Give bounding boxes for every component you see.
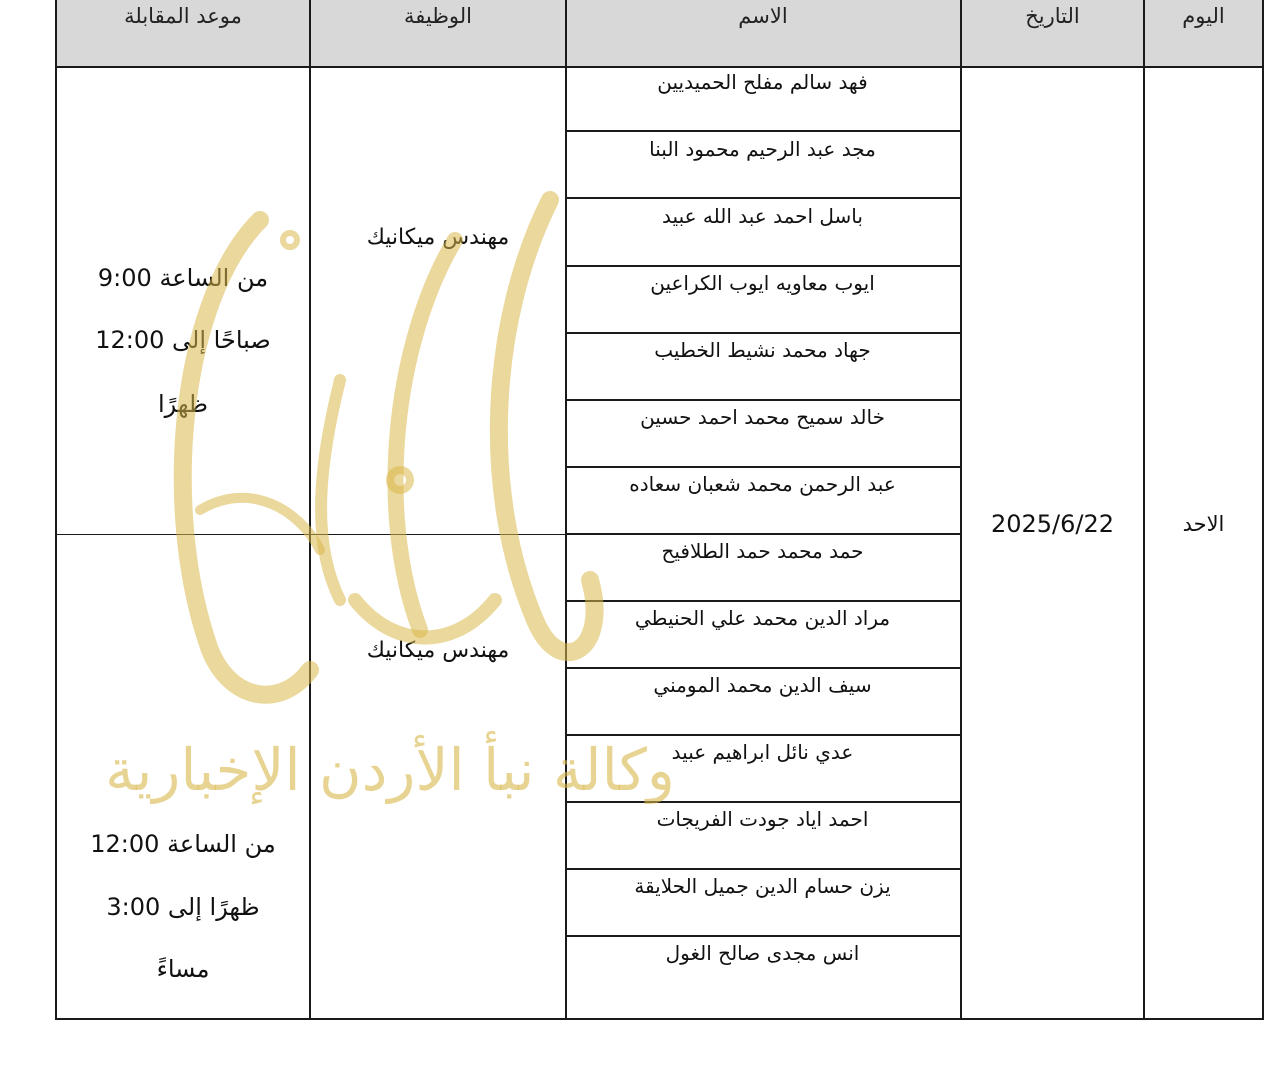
name-cell: عدي نائل ابراهيم عبيد (671, 740, 854, 764)
date-cell: 2025/6/22 (990, 510, 1115, 538)
name-cell: حمد محمد حمد الطلافيح (661, 539, 864, 563)
table-border-bottom (55, 1018, 1264, 1020)
interview-time-line: من الساعة 9:00 (97, 264, 269, 292)
interview-time-line: من الساعة 12:00 (90, 830, 276, 858)
name-cell: ايوب معاويه ايوب الكراعين (650, 271, 875, 295)
row-divider (566, 332, 961, 334)
group-divider (55, 534, 567, 535)
job-cell: مهندس ميكانيك (366, 638, 510, 663)
name-cell: يزن حسام الدين جميل الحلايقة (634, 874, 891, 898)
name-cell: فهد سالم مفلح الحميديين (657, 70, 868, 94)
interview-time-line: مساءً (156, 955, 210, 983)
interview-time-line: ظهرًا (157, 390, 209, 418)
row-divider (566, 466, 961, 468)
job-cell: مهندس ميكانيك (366, 225, 510, 250)
name-cell: احمد اياد جودت الفريجات (656, 807, 869, 831)
header-date: التاريخ (1025, 4, 1080, 28)
interview-time-line: ظهرًا إلى 3:00 (106, 893, 260, 921)
watermark-text: وكالة نبأ الأردن الإخبارية (105, 736, 675, 804)
name-cell: باسل احمد عبد الله عبيد (662, 204, 863, 228)
table-border-right (1262, 0, 1264, 1020)
name-cell: مراد الدين محمد علي الحنيطي (634, 606, 891, 630)
name-cell: سيف الدين محمد المومني (653, 673, 872, 697)
header-day: اليوم (1182, 4, 1225, 28)
name-cell: انس مجدى صالح الغول (665, 941, 860, 965)
row-divider (566, 935, 961, 937)
row-divider (566, 734, 961, 736)
day-cell: الاحد (1182, 512, 1225, 536)
column-divider (309, 0, 311, 1020)
row-divider (566, 265, 961, 267)
name-cell: عبد الرحمن محمد شعبان سعاده (629, 472, 896, 496)
row-divider (566, 667, 961, 669)
interview-time-line: صباحًا إلى 12:00 (95, 326, 271, 354)
name-cell: جهاد محمد نشيط الخطيب (654, 338, 871, 362)
header-name: الاسم (738, 4, 788, 28)
row-divider (566, 868, 961, 870)
row-divider (566, 600, 961, 602)
row-divider (566, 801, 961, 803)
header-divider (55, 66, 1264, 68)
row-divider (566, 533, 961, 535)
column-divider (1143, 0, 1145, 1020)
row-divider (566, 130, 961, 132)
row-divider (566, 197, 961, 199)
row-divider (566, 399, 961, 401)
name-cell: خالد سميح محمد احمد حسين (640, 405, 885, 429)
header-job: الوظيفة (403, 4, 472, 28)
name-cell: مجد عبد الرحيم محمود البنا (649, 137, 876, 161)
header-interview-time: موعد المقابلة (124, 4, 242, 28)
table-border-left (55, 0, 57, 1020)
